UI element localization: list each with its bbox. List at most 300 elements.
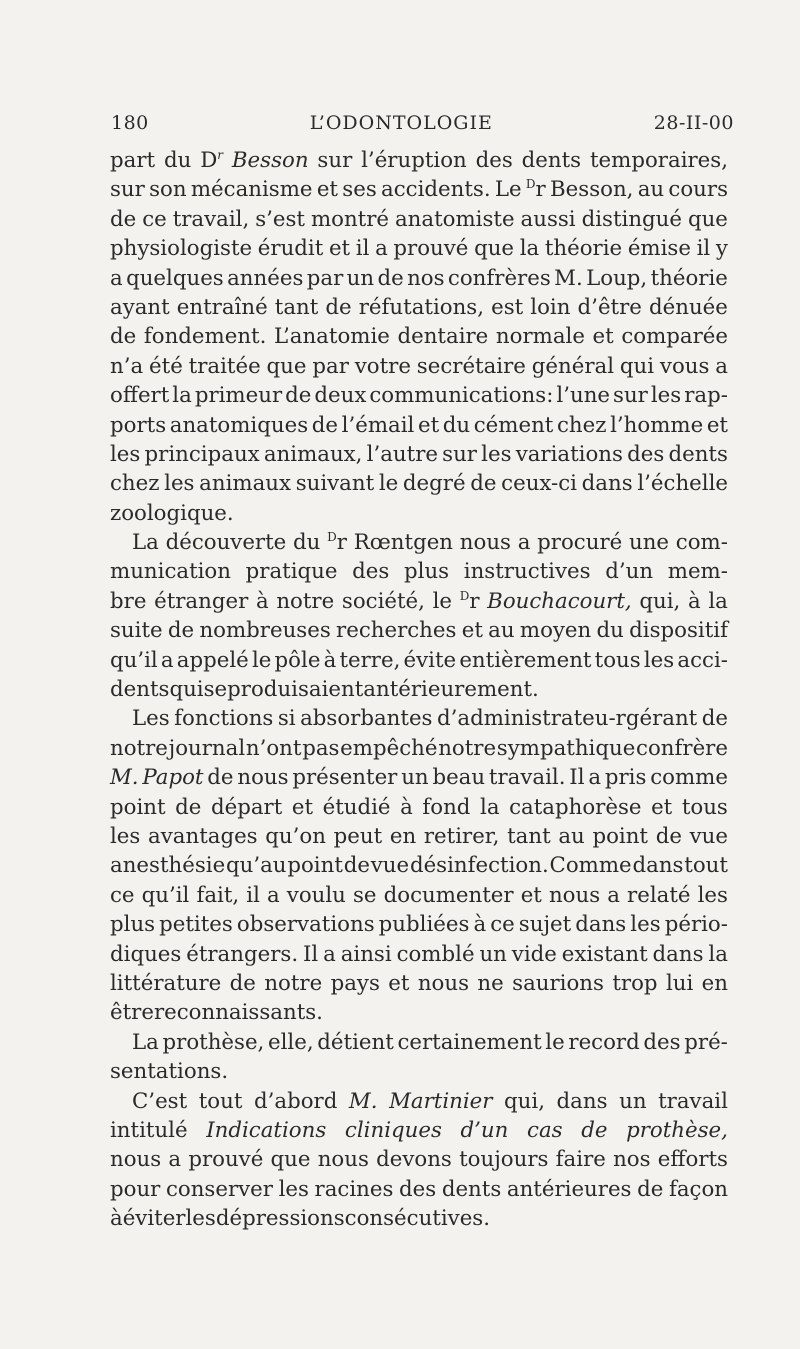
word-group [353,881,377,910]
word: le [432,588,453,614]
word: de [581,1117,608,1143]
word-group [325,293,351,322]
word-group [690,822,728,851]
text-line [110,1028,728,1057]
word-group [110,146,155,175]
word-group [507,1175,632,1204]
word: degré [402,471,466,497]
text-line [110,704,728,733]
word: confrère [636,735,728,761]
word: travail, [172,206,250,232]
word: beau [432,765,486,791]
text-line [110,1145,728,1174]
word-group [377,264,403,293]
word: nous [110,1147,162,1173]
word-group [636,734,728,763]
word: munication [110,559,231,585]
word: Besson [231,148,309,173]
body-text [110,146,728,1233]
word: l’éruption [361,148,467,173]
word-group [522,146,581,175]
word: plus [110,912,156,938]
word: nombreuses [199,618,331,644]
word: certainement [397,1029,542,1055]
word: vous [659,353,710,379]
word: point [592,823,648,849]
word-group [497,734,636,763]
word-group [169,734,246,763]
word-group [442,440,477,469]
word-group [172,381,192,410]
superscript: D [327,530,337,545]
word: que [266,353,307,379]
word: traitée [188,353,261,379]
word-group [619,1087,646,1116]
word-group [432,763,485,792]
text-line [110,1087,728,1116]
word-group [314,381,366,410]
word-group [110,411,166,440]
word-group [651,793,672,822]
text-line [110,440,728,469]
word-group [474,234,514,263]
word: les [650,383,682,409]
text-line [110,352,728,381]
word: a [323,941,336,967]
word-group [545,234,622,263]
word-group [708,587,728,616]
text-line [110,469,728,498]
word-group [312,352,349,381]
word-group [393,234,468,263]
word-group [521,881,542,910]
word-group [342,175,376,204]
word-group [626,1116,728,1145]
word-group [512,969,604,998]
word-group [149,175,186,204]
word-group [339,646,400,675]
word: être [110,1000,154,1026]
text-line [110,998,728,1027]
word-group [668,440,727,469]
word: son [149,177,187,203]
word: Il [569,765,585,791]
word-group [285,381,311,410]
word-group [582,205,682,234]
word-group [621,322,728,351]
word: si [277,706,296,732]
word-group [154,587,248,616]
word: à [473,912,487,938]
word-group [403,469,466,498]
word-group [227,264,303,293]
word-group [459,646,591,675]
word-group [656,822,682,851]
word: littérature [110,970,222,996]
word: les [481,441,512,467]
word: et [316,177,338,203]
word: et [651,794,673,820]
word-group [110,293,170,322]
word-group [252,646,271,675]
word-group [166,1175,273,1204]
word-group [520,616,591,645]
word-group [186,1204,216,1233]
word: tout [198,1088,243,1114]
word: documenter [383,882,514,908]
word-group [375,234,388,263]
word: prouvé [188,1147,264,1173]
word: de [701,706,728,732]
word: et [417,412,440,438]
word: dentaire [397,324,489,350]
word: l’autre [366,441,438,467]
word-group [274,322,390,351]
word-group [361,146,467,175]
word-group [110,616,163,645]
word: tant [274,294,319,320]
word-group [175,793,201,822]
word-group [597,616,624,645]
word: prothèse, [626,1117,728,1143]
word: sur [110,177,145,203]
word-group [379,910,470,939]
word-group [126,264,224,293]
word: cément [473,412,554,438]
word-group [264,440,363,469]
word: a [715,353,728,379]
word-group [267,352,307,381]
word: un [619,1088,647,1114]
word-group [638,175,664,204]
text-line [110,411,728,440]
word-group [490,910,515,939]
word: produisaient [227,677,364,703]
word-group [317,146,352,175]
text-line [110,675,728,704]
word-group [292,793,313,822]
word-group [341,940,392,969]
text-line [110,940,728,969]
word-group [195,381,282,410]
word-group [110,646,158,675]
word: en [701,970,728,996]
word: Les [132,706,170,732]
word-group [110,881,135,910]
word-group [276,587,334,616]
word: ceux-ci [501,471,577,497]
word: Comme [549,853,632,879]
word: à [110,1206,123,1232]
word: présenter [292,765,398,791]
word-group [329,234,350,263]
word: une [629,530,670,556]
word-group [177,293,268,322]
word-group [345,1116,442,1145]
word-group [688,587,701,616]
word: à [255,588,269,614]
word-group [264,969,322,998]
word-group [556,381,610,410]
word: au [488,618,515,644]
word-group [595,646,641,675]
word: à [400,794,413,820]
word-group [356,234,370,263]
word-group [684,1028,728,1057]
word: mem- [667,559,728,585]
word: animaux, [263,441,363,467]
word-group [315,1175,394,1204]
word-group [401,763,428,792]
word: se [203,677,228,703]
word-group [575,910,626,939]
superscript: r [217,148,224,162]
word: publiées [378,912,470,938]
word-group [163,1028,265,1057]
word-group [620,352,654,381]
superscript: D [525,177,536,192]
word: antérieures [506,1176,632,1202]
word: du [163,148,192,173]
word-group [643,1028,680,1057]
word: M. [348,1088,378,1114]
word: et [520,882,542,908]
word: distingué [581,206,682,232]
word: journal [168,735,246,761]
word: consécutives. [344,1206,491,1232]
word: d’abord [253,1088,338,1114]
word-group [460,587,480,616]
word: votre [354,353,411,379]
word: a [168,1147,182,1173]
word-group [110,1204,123,1233]
word: de [110,206,137,232]
word-group [418,969,469,998]
word-group [613,381,648,410]
word-group [344,851,370,880]
word-group [191,175,313,204]
word-group [702,969,728,998]
issue-date: 28-II-00 [653,112,734,134]
word: y [715,236,728,262]
word-group [476,146,513,175]
word-group [246,734,302,763]
word: voulu [286,882,346,908]
word-group [110,822,140,851]
word: le [378,471,399,497]
word: D [200,148,218,173]
word-group [142,881,190,910]
word-group [518,528,531,557]
word: théorie [544,236,623,262]
word: Rœntgen [353,530,454,556]
word-group [110,264,123,293]
word: qui [619,353,655,379]
word-group [424,822,500,851]
word-group [363,675,539,704]
word: sur [317,148,353,173]
text-line [110,293,728,322]
word-group [159,910,233,939]
word: record [568,1029,640,1055]
word-group [199,616,330,645]
word: pré- [684,1029,728,1055]
word: l’échelle [637,471,728,497]
word: pratique [245,559,338,585]
word-group [303,940,318,969]
word-group [132,1087,187,1116]
word-group [651,264,728,293]
word-group [199,1087,243,1116]
word: M. [110,765,139,791]
word-group [206,1116,326,1145]
word-group [287,881,346,910]
word-group [186,940,298,969]
word: La [132,1029,159,1055]
word: M. [554,265,583,291]
word: a [588,765,602,791]
word: Besson, [550,177,634,203]
word: étranger [154,588,249,614]
word: la [172,383,192,409]
word-group [545,1028,564,1057]
word-group [110,940,181,969]
word: les [643,647,675,673]
word-group [204,675,228,704]
word: des [352,559,390,585]
word-group [637,469,728,498]
word-group [397,940,475,969]
word: sur [613,383,648,409]
word: ce [110,882,135,908]
word: la [708,588,728,614]
word: deux [314,383,367,409]
word-group [275,293,319,322]
word: notre [264,970,323,996]
word: a [110,265,123,291]
word-group [384,881,514,910]
word-group [557,1087,608,1116]
word-group [470,469,496,498]
word-group [519,910,571,939]
word: r [336,530,347,556]
word: : [546,383,554,409]
word: qui [169,677,204,703]
word: et [706,412,728,438]
word-group [292,763,397,792]
word-group [379,469,398,498]
word: elle, [268,1029,314,1055]
word: dans [652,941,704,967]
word-group [227,675,363,704]
word-group [461,1116,509,1145]
word: comme [650,765,728,791]
word-group [323,793,391,822]
word-group [627,440,664,469]
text-line [110,587,728,616]
word: devons [376,1147,452,1173]
word: d’administrateu-rgérant [436,706,698,732]
word-group [168,1145,181,1174]
word: nos [613,1147,651,1173]
word-group [324,646,337,675]
word: du [293,530,321,556]
word: en [389,823,417,849]
word: sympathique [496,735,636,761]
word-group [278,704,296,733]
word-group [520,234,540,263]
word: montré [310,206,390,232]
word: lui [665,970,694,996]
word-group [477,969,503,998]
word: de [655,823,682,849]
word: pôle [274,647,321,673]
word: de [285,383,312,409]
word: désinfection. [409,853,549,879]
word-group [550,851,632,880]
word: acci- [677,647,728,673]
word: qu’il [141,882,190,908]
word: s’est [255,206,305,232]
word: r [469,588,480,614]
page-number: 180 [111,112,149,134]
word-group [459,1145,548,1174]
word: qu’on [265,823,326,849]
word-group [110,1175,160,1204]
word-group [369,381,553,410]
word-group [237,910,375,939]
word-group [110,1057,228,1086]
word: anatomiques [169,412,309,438]
word: prothèse, [162,1029,265,1055]
word-group [590,146,728,175]
word-group [340,734,437,763]
word-group [166,528,287,557]
word: L’anatomie [273,324,390,350]
text-line [110,557,728,586]
word-group [376,1145,452,1174]
word: Martinier [389,1088,493,1114]
word: faire [555,1147,606,1173]
word-group [438,734,496,763]
word-group [188,1145,263,1174]
word: qu’au [225,853,287,879]
word: par [312,353,349,379]
word-group [275,646,321,675]
word: pério- [664,912,728,938]
text-line [110,793,728,822]
word: antérieurement. [363,677,539,703]
text-line [110,175,728,204]
word: façon [668,1176,728,1202]
word-group [355,352,411,381]
word: et [592,324,614,350]
word-group [481,440,511,469]
word-group [400,793,413,822]
word-group [629,528,669,557]
word: instructives [463,559,591,585]
word: retirer, [423,823,500,849]
word-group [367,440,438,469]
word: ports [110,412,167,438]
word: la [519,236,540,262]
word: dans [581,471,633,497]
word: racines [314,1176,394,1202]
word-group [311,205,389,234]
word-group [200,146,223,175]
word: ayant [110,294,170,320]
word: érudit [257,236,324,262]
